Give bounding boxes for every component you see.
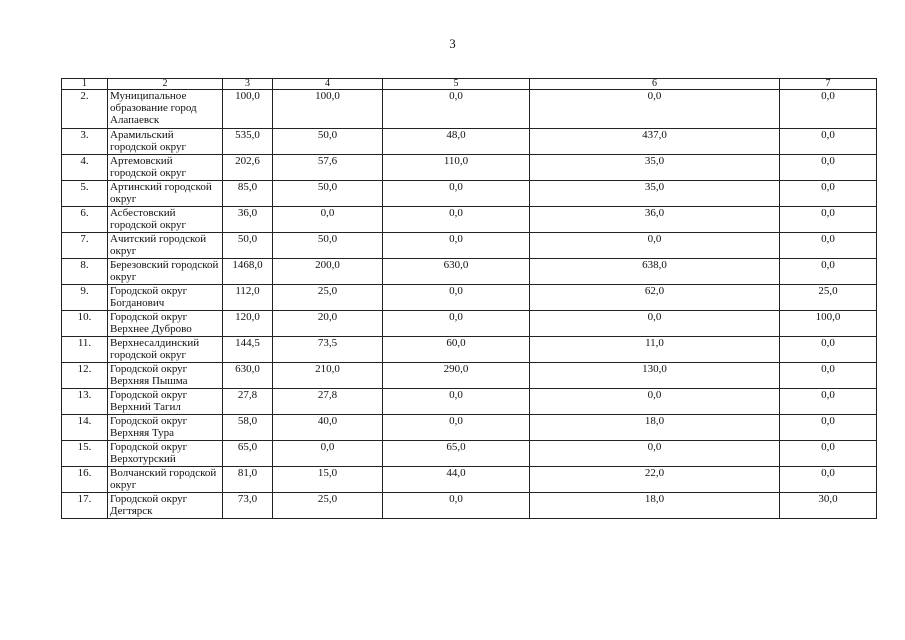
data-table: [61, 78, 877, 519]
value-col-4: 210,0: [273, 363, 383, 389]
value-col-5: 60,0: [383, 337, 530, 363]
value-col-7: 25,0: [780, 285, 877, 311]
total-value: 535,0: [223, 129, 273, 155]
value-col-7: 0,0: [780, 90, 877, 129]
value-col-6: 0,0: [530, 233, 780, 259]
table-row: [62, 90, 877, 129]
value-col-7: 0,0: [780, 259, 877, 285]
header-row: [62, 79, 877, 90]
value-col-7: 0,0: [780, 467, 877, 493]
value-col-5: 0,0: [383, 233, 530, 259]
value-col-7: 0,0: [780, 181, 877, 207]
total-value: 81,0: [223, 467, 273, 493]
value-col-6: 11,0: [530, 337, 780, 363]
municipality-name: Березовский городской округ: [108, 259, 223, 285]
value-col-4: 50,0: [273, 181, 383, 207]
value-col-5: 0,0: [383, 493, 530, 519]
value-col-5: 0,0: [383, 415, 530, 441]
value-col-5: 290,0: [383, 363, 530, 389]
total-value: 144,5: [223, 337, 273, 363]
municipality-name: Муниципальное образование город Алапаевск: [108, 90, 223, 129]
value-col-6: 0,0: [530, 311, 780, 337]
value-col-4: 73,5: [273, 337, 383, 363]
value-col-5: 48,0: [383, 129, 530, 155]
table-row: [62, 259, 877, 285]
column-header: 3: [223, 79, 273, 90]
value-col-5: 0,0: [383, 181, 530, 207]
value-col-6: 18,0: [530, 415, 780, 441]
total-value: 85,0: [223, 181, 273, 207]
value-col-6: 0,0: [530, 441, 780, 467]
table-row: [62, 233, 877, 259]
row-number: 2.: [62, 90, 108, 129]
table-row: [62, 155, 877, 181]
total-value: 58,0: [223, 415, 273, 441]
municipality-name: Арамильский городской округ: [108, 129, 223, 155]
value-col-6: 0,0: [530, 389, 780, 415]
value-col-7: 0,0: [780, 415, 877, 441]
value-col-5: 44,0: [383, 467, 530, 493]
value-col-6: 22,0: [530, 467, 780, 493]
value-col-4: 57,6: [273, 155, 383, 181]
municipality-name: Городской округ Верхнее Дуброво: [108, 311, 223, 337]
page-number: 3: [449, 36, 456, 51]
row-number: 16.: [62, 467, 108, 493]
municipality-name: Ачитский городской округ: [108, 233, 223, 259]
value-col-6: 62,0: [530, 285, 780, 311]
value-col-6: 36,0: [530, 207, 780, 233]
municipality-name: Городской округ Верхотурский: [108, 441, 223, 467]
row-number: 4.: [62, 155, 108, 181]
row-number: 15.: [62, 441, 108, 467]
table-row: [62, 415, 877, 441]
value-col-7: 0,0: [780, 337, 877, 363]
total-value: 112,0: [223, 285, 273, 311]
table-row: [62, 467, 877, 493]
table-row: [62, 181, 877, 207]
value-col-5: 0,0: [383, 311, 530, 337]
value-col-4: 0,0: [273, 207, 383, 233]
total-value: 120,0: [223, 311, 273, 337]
value-col-5: 0,0: [383, 389, 530, 415]
row-number: 3.: [62, 129, 108, 155]
total-value: 36,0: [223, 207, 273, 233]
table-row: [62, 363, 877, 389]
table-row: [62, 311, 877, 337]
row-number: 10.: [62, 311, 108, 337]
municipality-name: Городской округ Дегтярск: [108, 493, 223, 519]
value-col-7: 30,0: [780, 493, 877, 519]
value-col-6: 437,0: [530, 129, 780, 155]
value-col-4: 25,0: [273, 493, 383, 519]
municipality-name: Городской округ Верхняя Тура: [108, 415, 223, 441]
value-col-4: 25,0: [273, 285, 383, 311]
row-number: 13.: [62, 389, 108, 415]
table-row: [62, 285, 877, 311]
value-col-4: 15,0: [273, 467, 383, 493]
value-col-7: 0,0: [780, 207, 877, 233]
table-row: [62, 337, 877, 363]
municipality-name: Городской округ Верхняя Пышма: [108, 363, 223, 389]
column-header: 2: [108, 79, 223, 90]
table-row: [62, 441, 877, 467]
table-row: [62, 493, 877, 519]
value-col-5: 110,0: [383, 155, 530, 181]
value-col-4: 20,0: [273, 311, 383, 337]
total-value: 27,8: [223, 389, 273, 415]
table-row: [62, 389, 877, 415]
total-value: 100,0: [223, 90, 273, 129]
value-col-7: 0,0: [780, 363, 877, 389]
total-value: 630,0: [223, 363, 273, 389]
value-col-7: 0,0: [780, 129, 877, 155]
value-col-5: 0,0: [383, 285, 530, 311]
value-col-6: 638,0: [530, 259, 780, 285]
value-col-7: 0,0: [780, 233, 877, 259]
value-col-7: 100,0: [780, 311, 877, 337]
municipality-name: Городской округ Богданович: [108, 285, 223, 311]
value-col-6: 35,0: [530, 155, 780, 181]
value-col-5: 0,0: [383, 207, 530, 233]
value-col-4: 0,0: [273, 441, 383, 467]
row-number: 11.: [62, 337, 108, 363]
column-header: 7: [780, 79, 877, 90]
municipality-name: Городской округ Верхний Тагил: [108, 389, 223, 415]
column-header: 4: [273, 79, 383, 90]
value-col-7: 0,0: [780, 441, 877, 467]
value-col-6: 18,0: [530, 493, 780, 519]
value-col-4: 200,0: [273, 259, 383, 285]
total-value: 73,0: [223, 493, 273, 519]
value-col-7: 0,0: [780, 389, 877, 415]
total-value: 1468,0: [223, 259, 273, 285]
municipality-name: Волчанский городской округ: [108, 467, 223, 493]
value-col-4: 27,8: [273, 389, 383, 415]
row-number: 8.: [62, 259, 108, 285]
municipality-name: Артемовский городской округ: [108, 155, 223, 181]
column-header: 1: [62, 79, 108, 90]
column-header: 5: [383, 79, 530, 90]
municipality-name: Асбестовский городской округ: [108, 207, 223, 233]
municipality-name: Артинский городской округ: [108, 181, 223, 207]
value-col-6: 35,0: [530, 181, 780, 207]
value-col-4: 100,0: [273, 90, 383, 129]
total-value: 202,6: [223, 155, 273, 181]
value-col-4: 50,0: [273, 233, 383, 259]
column-header: 6: [530, 79, 780, 90]
row-number: 17.: [62, 493, 108, 519]
value-col-6: 130,0: [530, 363, 780, 389]
row-number: 5.: [62, 181, 108, 207]
row-number: 9.: [62, 285, 108, 311]
row-number: 7.: [62, 233, 108, 259]
value-col-7: 0,0: [780, 155, 877, 181]
value-col-4: 50,0: [273, 129, 383, 155]
row-number: 12.: [62, 363, 108, 389]
value-col-4: 40,0: [273, 415, 383, 441]
table-row: [62, 207, 877, 233]
value-col-6: 0,0: [530, 90, 780, 129]
table-row: [62, 129, 877, 155]
row-number: 6.: [62, 207, 108, 233]
total-value: 50,0: [223, 233, 273, 259]
total-value: 65,0: [223, 441, 273, 467]
value-col-5: 0,0: [383, 90, 530, 129]
row-number: 14.: [62, 415, 108, 441]
value-col-5: 65,0: [383, 441, 530, 467]
value-col-5: 630,0: [383, 259, 530, 285]
municipality-name: Верхнесалдинский городской округ: [108, 337, 223, 363]
